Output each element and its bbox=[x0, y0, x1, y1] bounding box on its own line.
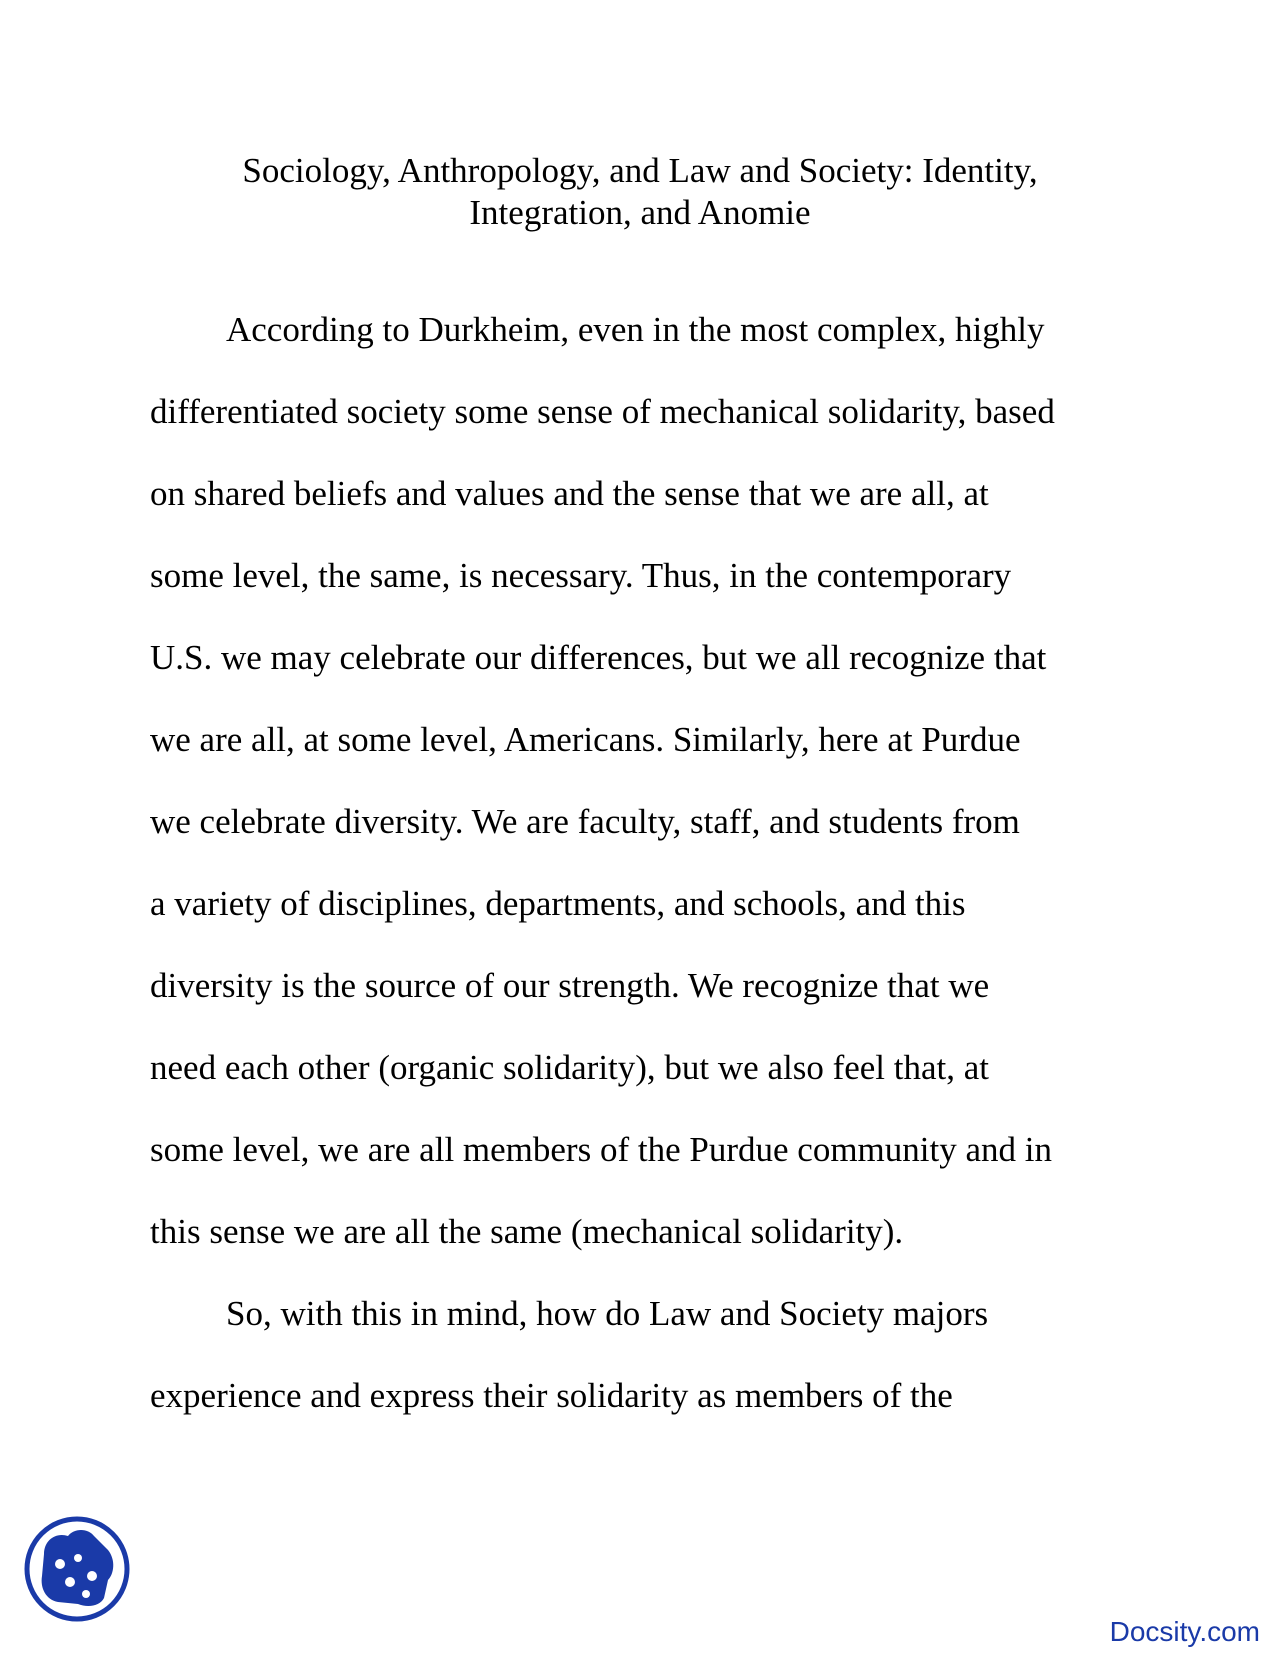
page-title bbox=[140, 150, 1140, 234]
body-line: According to Durkheim, even in the most complex, highly bbox=[226, 310, 1045, 349]
docsity-logo-icon bbox=[22, 1514, 132, 1624]
body-line: So, with this in mind, how do Law and Society majors bbox=[226, 1294, 989, 1333]
docsity-watermark[interactable]: Docsity.com bbox=[1109, 1616, 1260, 1647]
body-line: diversity is the source of our strength. We recognize that we bbox=[150, 966, 990, 1005]
body-line: need each other (organic solidarity), but we also feel that, at bbox=[150, 1048, 990, 1087]
body-line: a variety of disciplines, departments, and schools, and this bbox=[150, 884, 966, 923]
body-line: we celebrate diversity. We are faculty, staff, and students from bbox=[150, 802, 1020, 841]
body-line: some level, the same, is necessary. Thus, in the contemporary bbox=[150, 556, 1012, 595]
body-line: on shared beliefs and values and the sense that we are all, at bbox=[150, 474, 989, 513]
body-line: U.S. we may celebrate our differences, but we all recognize that bbox=[150, 638, 1047, 677]
body-line: we are all, at some level, Americans. Similarly, here at Purdue bbox=[150, 720, 1021, 759]
body-line: experience and express their solidarity as members of the bbox=[150, 1376, 953, 1415]
body-line: some level, we are all members of the Purdue community and in bbox=[150, 1130, 1052, 1169]
title-line-1: Sociology, Anthropology, and Law and Society: Identity, bbox=[242, 151, 1038, 190]
body-line: this sense we are all the same (mechanical solidarity). bbox=[150, 1212, 904, 1251]
title-line-2: Integration, and Anomie bbox=[469, 193, 811, 232]
body-line: differentiated society some sense of mechanical solidarity, based bbox=[150, 392, 1055, 431]
